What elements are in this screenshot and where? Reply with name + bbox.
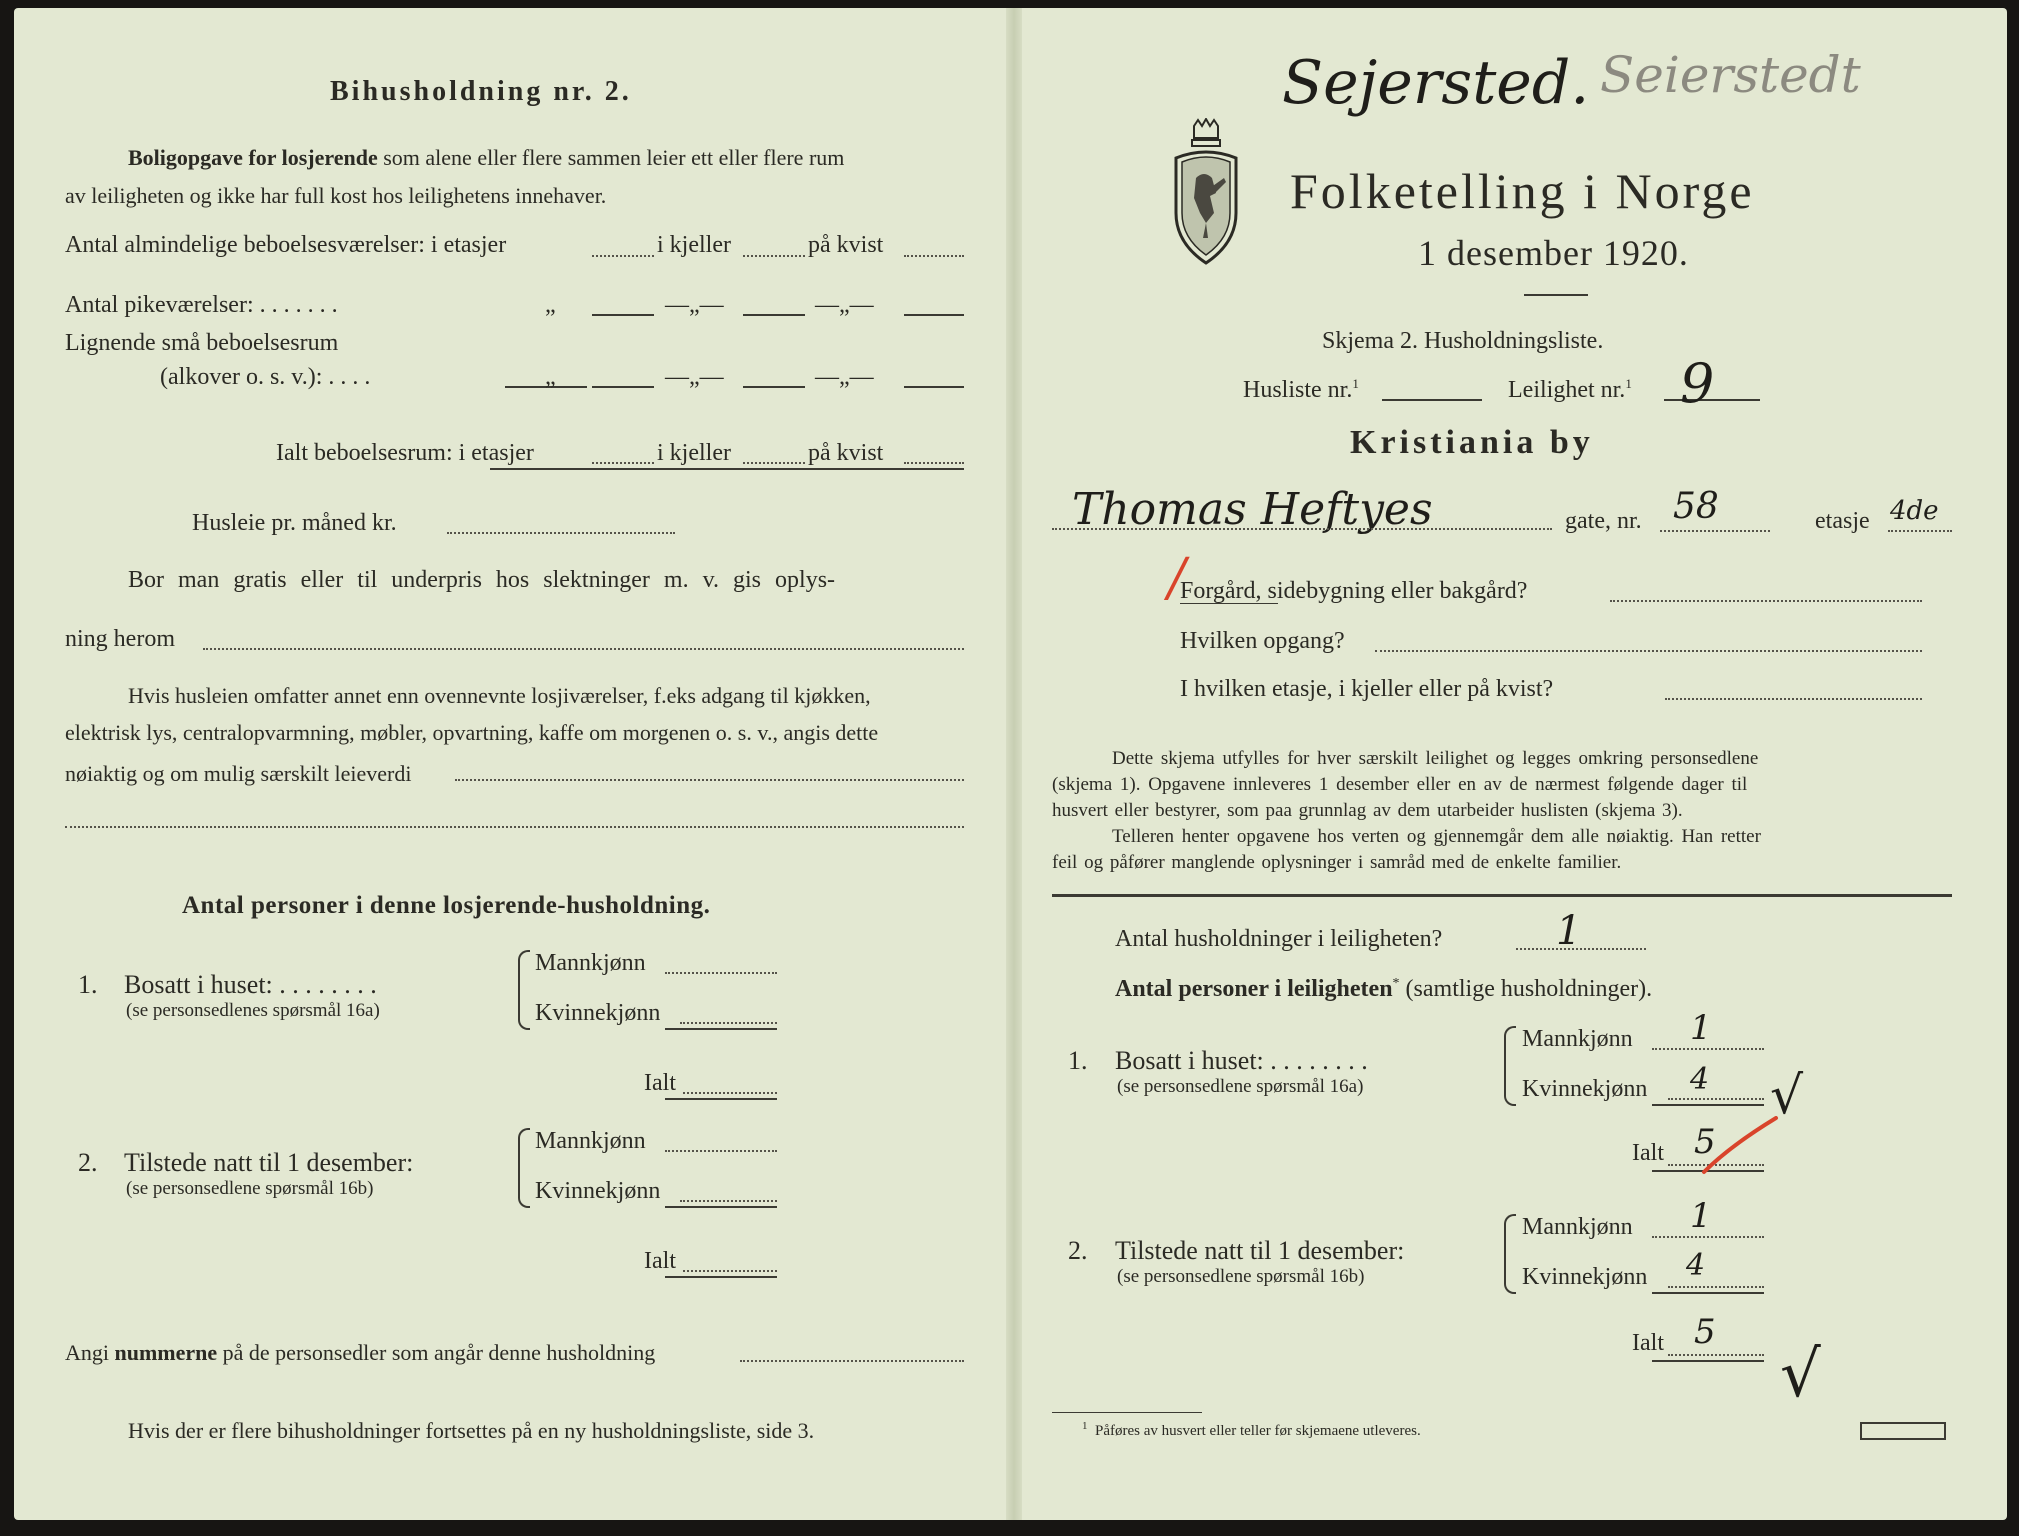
rooms-kjeller-label: i kjeller <box>657 232 731 258</box>
left-q1-mann-field[interactable] <box>665 972 777 974</box>
right-q1-number: 1. <box>1068 1046 1088 1075</box>
right-q2-mann-value: 1 <box>1690 1196 1712 1236</box>
right-q1-brace <box>1504 1026 1516 1106</box>
alkover-ditto-3: —„— <box>815 364 874 390</box>
left-heading: Bihusholdning nr. 2. <box>330 76 632 107</box>
street-field[interactable] <box>1052 528 1552 530</box>
left-q1-ialt-label: Ialt <box>644 1070 676 1096</box>
instruction-line-2: (skjema 1). Opgavene innleveres 1 desember eller en av de nærmest følgende dager til <box>1052 774 1748 795</box>
right-q1-label: Bosatt i huset: . . . . . . . . <box>1115 1046 1368 1075</box>
hvis-line-1: Hvis husleien omfatter annet enn ovennevnte losjiværelser, f.eks adgang til kjøkken, <box>128 683 871 708</box>
etasje-field[interactable] <box>1888 530 1952 532</box>
left-q1-sub: (se personsedlenes spørsmål 16a) <box>126 1000 380 1021</box>
left-q2-sum-line <box>665 1206 777 1208</box>
opgang-label: Hvilken opgang? <box>1180 628 1345 654</box>
etasje-value: 4de <box>1890 496 1939 526</box>
ialt-kvist-field[interactable] <box>904 462 964 464</box>
alkover-label: (alkover o. s. v.): . . . . <box>160 364 371 390</box>
right-q2-check-mark: √ <box>1780 1338 1821 1412</box>
gratis-field[interactable] <box>203 648 964 650</box>
leilighet-value: 9 <box>1680 352 1715 415</box>
right-q1-kvinne-value: 4 <box>1690 1062 1710 1097</box>
ialt-etasjer-field[interactable] <box>592 462 654 464</box>
right-q2-brace <box>1504 1214 1516 1294</box>
right-q2-label: Tilstede natt til 1 desember: <box>1115 1236 1405 1265</box>
left-q1-brace <box>518 950 530 1030</box>
form-date: 1 desember 1920. <box>1418 233 1689 273</box>
right-q1-mann-field[interactable] <box>1652 1048 1764 1050</box>
pike-etasjer-field[interactable] <box>592 314 654 316</box>
lignende-label: Lignende små beboelsesrum <box>65 330 339 356</box>
husleie-field[interactable] <box>447 532 675 534</box>
households-value: 1 <box>1556 908 1582 954</box>
left-q2-ialt-label: Ialt <box>644 1248 676 1274</box>
left-q2-number: 2. <box>78 1148 98 1177</box>
left-q2-kvinne-label: Kvinnekjønn <box>535 1178 661 1204</box>
right-q2-sum-line <box>1652 1292 1764 1294</box>
left-q1-ialt-field[interactable] <box>683 1092 777 1094</box>
left-q1-ialt-underline <box>665 1098 777 1100</box>
angi-line: Angi nummerne på de personsedler som angår denne husholdning <box>65 1340 656 1365</box>
gratis-line-1: Bor man gratis eller til underpris hos slektninger m. v. gis oplys- <box>128 567 836 593</box>
left-persons-heading: Antal personer i denne losjerende-husholdning. <box>182 892 711 919</box>
gate-nr-value: 58 <box>1673 486 1719 527</box>
street-value: Thomas Heftyes <box>1072 484 1433 535</box>
forgard-check-mark: / <box>1168 548 1186 608</box>
right-q1-kvinne-label: Kvinnekjønn <box>1522 1076 1648 1102</box>
right-q2-kvinne-field[interactable] <box>1668 1286 1764 1288</box>
opgang-field[interactable] <box>1375 650 1922 652</box>
alkover-kjeller-field[interactable] <box>743 386 805 388</box>
rooms-kvist-label: på kvist <box>808 232 884 258</box>
pike-ditto-1: „ <box>545 292 556 318</box>
instruction-line-5: feil og påfører manglende oplysninger i samråd med de enkelte familier. <box>1052 852 1622 873</box>
husliste-field[interactable] <box>1382 399 1482 401</box>
place-handwritten: Sejersted. <box>1282 48 1590 118</box>
intro-line-1: Boligopgave for losjerende som alene eller flere sammen leier ett eller flere rum <box>128 145 845 170</box>
right-q2-kvinne-value: 4 <box>1686 1248 1706 1283</box>
left-q1-kvinne-label: Kvinnekjønn <box>535 1000 661 1026</box>
forgard-underline <box>1180 603 1278 604</box>
right-q2-ialt-label: Ialt <box>1632 1330 1664 1356</box>
city-heading: Kristiania by <box>1350 424 1594 461</box>
etasje-question-label: I hvilken etasje, i kjeller eller på kvist? <box>1180 676 1554 702</box>
instruction-divider <box>1052 894 1952 897</box>
left-q1-label: Bosatt i huset: . . . . . . . . <box>124 970 377 999</box>
rooms-kvist-field[interactable] <box>904 255 964 257</box>
ialt-rooms-label: Ialt beboelsesrum: i etasjer <box>276 440 534 466</box>
alkover-ditto-2: —„— <box>665 364 724 390</box>
left-q2-kvinne-field[interactable] <box>680 1200 777 1202</box>
instruction-line-4: Telleren henter opgavene hos verten og gjennemgår dem alle nøiaktig. Han retter <box>1112 826 1761 847</box>
pike-kjeller-field[interactable] <box>743 314 805 316</box>
pike-label: Antal pikeværelser: . . . . . . . <box>65 292 338 318</box>
right-q1-mann-label: Mannkjønn <box>1522 1026 1633 1052</box>
right-q2-kvinne-label: Kvinnekjønn <box>1522 1264 1648 1290</box>
printer-stamp-icon <box>1860 1422 1946 1440</box>
hvis-line-3: nøiaktig og om mulig særskilt leieverdi <box>65 761 412 786</box>
schema-label: Skjema 2. Husholdningsliste. <box>1322 328 1604 354</box>
gate-nr-field[interactable] <box>1660 530 1770 532</box>
ialt-kvist-label: på kvist <box>808 440 884 466</box>
hvis-line-2: elektrisk lys, centralopvarmning, møbler, opvartning, kaffe om morgenen o. s. v., angis dette <box>65 720 879 745</box>
right-persons-heading: Antal personer i leiligheten* (samtlige husholdninger). <box>1115 976 1653 1002</box>
left-q2-mann-label: Mannkjønn <box>535 1128 646 1154</box>
pike-ditto-3: —„— <box>815 292 874 318</box>
leilighet-label: Leilighet nr.$^1$ <box>1508 376 1632 403</box>
page-fold <box>1006 8 1022 1520</box>
ialt-underline <box>490 468 964 470</box>
right-q2-ialt-value: 5 <box>1694 1312 1716 1352</box>
instruction-line-3: husvert eller bestyrer, som paa grunnlag av dem utarbeider huslisten (skjema 3). <box>1052 800 1683 821</box>
leieverdi-field-2[interactable] <box>65 826 964 828</box>
right-q1-sum-line <box>1652 1104 1764 1106</box>
right-q1-ialt-label: Ialt <box>1632 1140 1664 1166</box>
alkover-etasjer-field[interactable] <box>592 386 654 388</box>
leieverdi-field[interactable] <box>455 779 964 781</box>
right-q1-mann-value: 1 <box>1690 1008 1712 1048</box>
rooms-kjeller-field[interactable] <box>743 255 805 257</box>
left-q2-brace <box>518 1128 530 1208</box>
forgard-label: Forgård, sidebygning eller bakgård? <box>1180 578 1528 604</box>
rooms-label: Antal almindelige beboelsesværelser: i etasjer <box>65 232 507 258</box>
right-q2-number: 2. <box>1068 1236 1088 1265</box>
husliste-label: Husliste nr.$^1$ <box>1243 376 1359 403</box>
gratis-line-2: ning herom <box>65 626 175 652</box>
etasje-label: etasje <box>1815 508 1870 534</box>
right-q2-mann-label: Mannkjønn <box>1522 1214 1633 1240</box>
alkover-ditto-1: „ <box>545 364 556 390</box>
right-q2-mann-field[interactable] <box>1652 1236 1764 1238</box>
left-q2-mann-field[interactable] <box>665 1150 777 1152</box>
right-q1-sub: (se personsedlene spørsmål 16a) <box>1117 1076 1364 1097</box>
left-q1-number: 1. <box>78 970 98 999</box>
right-q2-ialt-field[interactable] <box>1668 1354 1764 1356</box>
left-q2-ialt-underline <box>665 1276 777 1278</box>
gate-label: gate, nr. <box>1565 508 1642 534</box>
title-divider <box>1524 294 1588 296</box>
pike-ditto-2: —„— <box>665 292 724 318</box>
footnote: $^1$ Påføres av husvert eller teller før skjemaene utleveres. <box>1082 1420 1421 1439</box>
rooms-etasjer-field[interactable] <box>592 255 654 257</box>
footnote-rule <box>1052 1412 1202 1413</box>
left-q2-ialt-field[interactable] <box>683 1270 777 1272</box>
form-title: Folketelling i Norge <box>1290 163 1755 219</box>
households-label: Antal husholdninger i leiligheten? <box>1115 926 1443 952</box>
husleie-label: Husleie pr. måned kr. <box>192 510 397 536</box>
right-q1-check-mark: √ <box>1770 1066 1804 1126</box>
angi-field[interactable] <box>740 1360 964 1362</box>
right-q1-kvinne-field[interactable] <box>1668 1098 1764 1100</box>
right-q2-ialt-underline <box>1652 1360 1764 1362</box>
intro-line-2: av leiligheten og ikke har full kost hos leilighetens innehaver. <box>65 183 607 208</box>
alkover-kvist-field[interactable] <box>904 386 964 388</box>
left-footer: Hvis der er flere bihusholdninger fortsettes på en ny husholdningsliste, side 3. <box>128 1418 815 1443</box>
right-q1-ialt-value: 5 <box>1694 1122 1716 1162</box>
right-q2-sub: (se personsedlene spørsmål 16b) <box>1117 1266 1365 1287</box>
left-q1-sum-line <box>665 1028 777 1030</box>
ialt-kjeller-field[interactable] <box>743 462 805 464</box>
instruction-line-1: Dette skjema utfylles for hver særskilt leilighet og legges omkring personsedlene <box>1112 748 1759 769</box>
left-q1-kvinne-field[interactable] <box>680 1022 777 1024</box>
pike-kvist-field[interactable] <box>904 314 964 316</box>
forgard-field[interactable] <box>1610 600 1922 602</box>
left-q1-mann-label: Mannkjønn <box>535 950 646 976</box>
place-handwritten-pencil: Seierstedt <box>1600 46 1861 104</box>
red-pencil-stroke-icon <box>1700 1116 1780 1176</box>
left-q2-sub: (se personsedlene spørsmål 16b) <box>126 1178 374 1199</box>
etasje-question-field[interactable] <box>1665 698 1922 700</box>
ialt-kjeller-label: i kjeller <box>657 440 731 466</box>
left-q2-label: Tilstede natt til 1 desember: <box>124 1148 414 1177</box>
norwegian-coat-of-arms-icon <box>1166 118 1246 268</box>
